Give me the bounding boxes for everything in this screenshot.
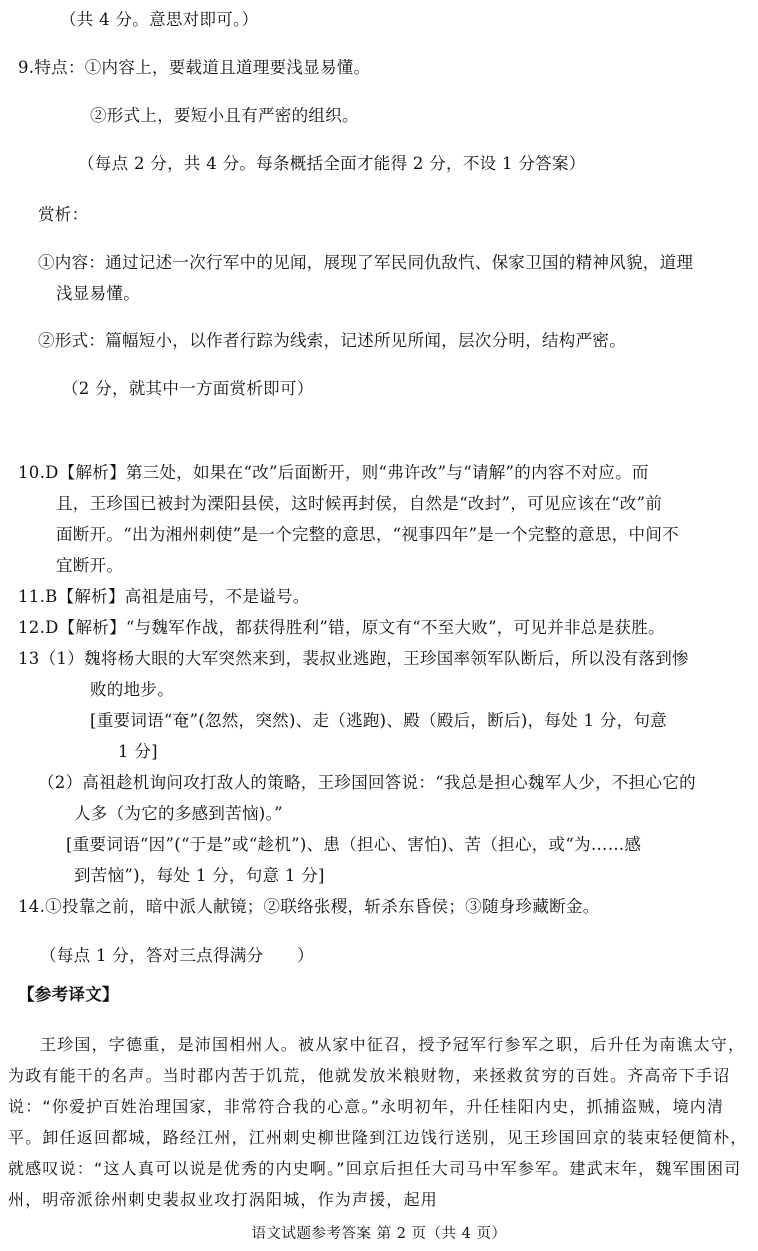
- q9-form-line: ②形式：篇幅短小，以作者行踪为线索，记述所见所闻，层次分明，结构严密。: [38, 331, 626, 350]
- q10-line-3: 面断开。“出为湘州刺使”是一个完整的意思，“视事四年”是一个完整的意思，中间不: [56, 525, 679, 544]
- q13-part2-note-2: 到苦恼”)，每处 1 分，句意 1 分]: [74, 866, 325, 885]
- page-footer: 语文试题参考答案 第 2 页（共 4 页）: [251, 1226, 507, 1242]
- q9-feature-1: 9.特点：①内容上，要载道且道理要浅显易懂。: [18, 58, 371, 77]
- q14-score-note: （每点 1 分，答对三点得满分 ）: [40, 946, 314, 965]
- q13-part2-note-1: [重要词语“因”(“于是”或“趁机”)、患（担心、害怕)、苦（担心，或“为……感: [66, 835, 642, 854]
- q11-line: 11.B【解析】高祖是庙号，不是谥号。: [18, 587, 310, 606]
- q14-line: 14.①投靠之前，暗中派人献镜；②联络张稷，斩杀东昏侯；③随身珍藏断金。: [18, 897, 600, 916]
- q13-part1-note-2: 1 分]: [118, 742, 158, 761]
- q13-part1-note-1: [重要词语“奄”(忽然，突然)、走（逃跑)、殿（殿后，断后)，每处 1 分，句意: [90, 711, 668, 730]
- q10-line-4: 宜断开。: [56, 556, 124, 575]
- q13-part1-line-2: 败的地步。: [90, 680, 174, 699]
- top-note: （共 4 分。意思对即可。）: [60, 10, 259, 29]
- q9-content-line-1: ①内容：通过记述一次行军中的见闻，展现了军民同仇敌忾、保家卫国的精神风貌，道理: [38, 253, 694, 272]
- q12-line: 12.D【解析】“与魏军作战，都获得胜利”错，原文有“不至大败”，可见并非总是获胜。: [18, 618, 665, 637]
- translation-heading: 【参考译文】: [18, 985, 119, 1004]
- translation-text: 王珍国，字德重，是沛国相州人。被从家中征召，授予冠军行参军之职，后升任为南谯太守，为政有能干的名声。当时郡内苦于饥荒，他就发放米粮财物，来拯救贫穷的百姓。齐高帝下手诏说：“你爱护百姓治理国家，非常符合我的心意。”永明初年，升任桂阳内史，抓捕盗贼，境内清平。卸任返回都城，路经江州，江州刺史柳世隆到江边饯行送别，见王珍国回京的装束轻便简朴，就感叹说：“这人真可以说是优秀的内史啊。”回京后担任大司马中军参军。建武末年，魏军围困司州，明帝派徐州刺史裴叔业攻打涡阳城，作为声援，起用: [8, 1035, 748, 1209]
- q9-feature-2: ②形式上，要短小且有严密的组织。: [90, 106, 359, 125]
- q13-part1-line-1: 13（1）魏将杨大眼的大军突然来到，裴叔业逃跑，王珍国率领军队断后，所以没有落到惨: [18, 649, 689, 668]
- q13-part2-line-2: 人多（为它的多感到苦恼)。”: [74, 804, 283, 823]
- q9-content-line-2: 浅显易懂。: [56, 284, 140, 303]
- q9-appreciation-label: 赏析：: [38, 205, 89, 224]
- q10-line-2: 且，王珍国已被封为溧阳县侯，这时候再封侯，自然是“改封”，可见应该在“改”前: [56, 494, 663, 513]
- q9-score-note-2: （2 分，就其中一方面赏析即可）: [62, 379, 314, 398]
- q10-line-1: 10.D【解析】第三处，如果在“改”后面断开，则“弗许改”与“请解”的内容不对应。而: [18, 463, 649, 482]
- q13-part2-line-1: （2）高祖趁机询问攻打敌人的策略，王珍国回答说：“我总是担心魏军人少，不担心它的: [38, 773, 696, 792]
- q9-score-note: （每点 2 分，共 4 分。每条概括全面才能得 2 分，不设 1 分答案）: [78, 154, 586, 173]
